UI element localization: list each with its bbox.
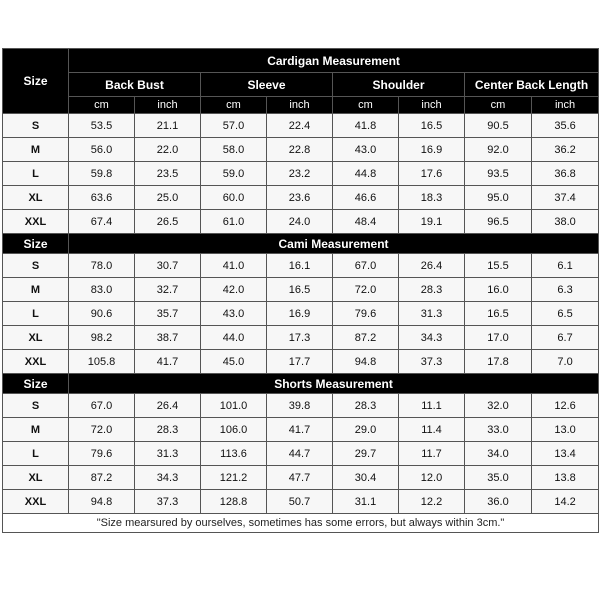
table-row [3, 138, 599, 162]
value-cell: 26.5 [135, 210, 201, 234]
section-title: Shorts Measurement [69, 374, 599, 394]
value-cell: 6.7 [532, 326, 599, 350]
value-cell: 16.1 [267, 254, 333, 278]
table-row [3, 350, 599, 374]
value-cell: 18.3 [399, 186, 465, 210]
value-cell: 105.8 [69, 350, 135, 374]
value-cell: 22.4 [267, 114, 333, 138]
value-cell: 17.6 [399, 162, 465, 186]
table-row [3, 278, 599, 302]
value-cell: 37.4 [532, 186, 599, 210]
table-row [3, 466, 599, 490]
value-cell: 59.0 [201, 162, 267, 186]
value-cell: 16.9 [399, 138, 465, 162]
value-cell: 90.6 [69, 302, 135, 326]
value-cell: 11.1 [399, 394, 465, 418]
unit-header: inch [135, 97, 201, 114]
value-cell: 92.0 [465, 138, 532, 162]
value-cell: 12.2 [399, 490, 465, 514]
value-cell: 25.0 [135, 186, 201, 210]
unit-header: cm [465, 97, 532, 114]
value-cell: 31.3 [399, 302, 465, 326]
value-cell: 67.0 [69, 394, 135, 418]
value-cell: 46.6 [333, 186, 399, 210]
size-cell: M [3, 418, 69, 442]
value-cell: 48.4 [333, 210, 399, 234]
value-cell: 90.5 [465, 114, 532, 138]
value-cell: 42.0 [201, 278, 267, 302]
value-cell: 16.5 [399, 114, 465, 138]
column-group-row [3, 73, 599, 97]
size-cell: XXL [3, 490, 69, 514]
value-cell: 28.3 [333, 394, 399, 418]
size-cell: M [3, 138, 69, 162]
size-cell: L [3, 162, 69, 186]
value-cell: 61.0 [201, 210, 267, 234]
value-cell: 6.3 [532, 278, 599, 302]
value-cell: 15.5 [465, 254, 532, 278]
value-cell: 36.2 [532, 138, 599, 162]
value-cell: 14.2 [532, 490, 599, 514]
value-cell: 57.0 [201, 114, 267, 138]
size-cell: L [3, 302, 69, 326]
value-cell: 67.4 [69, 210, 135, 234]
value-cell: 39.8 [267, 394, 333, 418]
value-cell: 41.0 [201, 254, 267, 278]
size-cell: XL [3, 326, 69, 350]
section-title: Cardigan Measurement [69, 49, 599, 73]
unit-header: inch [532, 97, 599, 114]
value-cell: 95.0 [465, 186, 532, 210]
value-cell: 16.9 [267, 302, 333, 326]
value-cell: 79.6 [69, 442, 135, 466]
column-group-header: Sleeve [201, 73, 333, 97]
footnote-row [3, 514, 599, 533]
value-cell: 35.0 [465, 466, 532, 490]
value-cell: 41.8 [333, 114, 399, 138]
size-cell: S [3, 394, 69, 418]
value-cell: 38.7 [135, 326, 201, 350]
value-cell: 43.0 [201, 302, 267, 326]
value-cell: 34.3 [135, 466, 201, 490]
value-cell: 12.6 [532, 394, 599, 418]
value-cell: 19.1 [399, 210, 465, 234]
value-cell: 72.0 [333, 278, 399, 302]
section-header-row [3, 234, 599, 254]
table-row [3, 418, 599, 442]
value-cell: 23.5 [135, 162, 201, 186]
value-cell: 98.2 [69, 326, 135, 350]
value-cell: 16.5 [465, 302, 532, 326]
value-cell: 17.0 [465, 326, 532, 350]
measurement-table [2, 48, 599, 533]
value-cell: 43.0 [333, 138, 399, 162]
value-cell: 87.2 [333, 326, 399, 350]
footnote: "Size mearsured by ourselves, sometimes has some errors, but always within 3cm." [3, 514, 599, 533]
value-cell: 83.0 [69, 278, 135, 302]
value-cell: 16.0 [465, 278, 532, 302]
value-cell: 56.0 [69, 138, 135, 162]
column-group-header: Back Bust [69, 73, 201, 97]
value-cell: 11.4 [399, 418, 465, 442]
value-cell: 96.5 [465, 210, 532, 234]
value-cell: 37.3 [399, 350, 465, 374]
value-cell: 94.8 [69, 490, 135, 514]
value-cell: 6.5 [532, 302, 599, 326]
value-cell: 30.4 [333, 466, 399, 490]
unit-header: cm [333, 97, 399, 114]
value-cell: 41.7 [267, 418, 333, 442]
size-header: Size [3, 234, 69, 254]
table-row [3, 302, 599, 326]
table-row [3, 394, 599, 418]
value-cell: 36.8 [532, 162, 599, 186]
size-cell: L [3, 442, 69, 466]
table-row [3, 490, 599, 514]
table-row [3, 162, 599, 186]
size-cell: XL [3, 466, 69, 490]
value-cell: 87.2 [69, 466, 135, 490]
value-cell: 7.0 [532, 350, 599, 374]
unit-row [3, 97, 599, 114]
value-cell: 121.2 [201, 466, 267, 490]
value-cell: 31.3 [135, 442, 201, 466]
value-cell: 22.0 [135, 138, 201, 162]
value-cell: 31.1 [333, 490, 399, 514]
value-cell: 63.6 [69, 186, 135, 210]
value-cell: 50.7 [267, 490, 333, 514]
value-cell: 93.5 [465, 162, 532, 186]
value-cell: 128.8 [201, 490, 267, 514]
value-cell: 106.0 [201, 418, 267, 442]
value-cell: 44.7 [267, 442, 333, 466]
value-cell: 29.7 [333, 442, 399, 466]
value-cell: 53.5 [69, 114, 135, 138]
value-cell: 32.7 [135, 278, 201, 302]
value-cell: 28.3 [135, 418, 201, 442]
value-cell: 67.0 [333, 254, 399, 278]
value-cell: 11.7 [399, 442, 465, 466]
table-row [3, 114, 599, 138]
value-cell: 26.4 [135, 394, 201, 418]
value-cell: 13.4 [532, 442, 599, 466]
value-cell: 23.6 [267, 186, 333, 210]
value-cell: 94.8 [333, 350, 399, 374]
value-cell: 35.6 [532, 114, 599, 138]
size-cell: S [3, 114, 69, 138]
value-cell: 58.0 [201, 138, 267, 162]
value-cell: 22.8 [267, 138, 333, 162]
value-cell: 29.0 [333, 418, 399, 442]
value-cell: 78.0 [69, 254, 135, 278]
section-title: Cami Measurement [69, 234, 599, 254]
value-cell: 17.8 [465, 350, 532, 374]
value-cell: 21.1 [135, 114, 201, 138]
size-cell: XL [3, 186, 69, 210]
value-cell: 44.0 [201, 326, 267, 350]
value-cell: 16.5 [267, 278, 333, 302]
size-header: Size [3, 49, 69, 114]
value-cell: 30.7 [135, 254, 201, 278]
value-cell: 44.8 [333, 162, 399, 186]
value-cell: 13.8 [532, 466, 599, 490]
size-cell: XXL [3, 350, 69, 374]
size-cell: M [3, 278, 69, 302]
value-cell: 101.0 [201, 394, 267, 418]
table-row [3, 326, 599, 350]
value-cell: 17.3 [267, 326, 333, 350]
value-cell: 47.7 [267, 466, 333, 490]
table-row [3, 254, 599, 278]
value-cell: 6.1 [532, 254, 599, 278]
value-cell: 34.3 [399, 326, 465, 350]
table-row [3, 210, 599, 234]
value-cell: 32.0 [465, 394, 532, 418]
value-cell: 60.0 [201, 186, 267, 210]
value-cell: 45.0 [201, 350, 267, 374]
value-cell: 28.3 [399, 278, 465, 302]
section-header-row [3, 374, 599, 394]
header-title-row [3, 49, 599, 73]
value-cell: 35.7 [135, 302, 201, 326]
value-cell: 41.7 [135, 350, 201, 374]
value-cell: 38.0 [532, 210, 599, 234]
value-cell: 113.6 [201, 442, 267, 466]
value-cell: 17.7 [267, 350, 333, 374]
column-group-header: Shoulder [333, 73, 465, 97]
value-cell: 12.0 [399, 466, 465, 490]
value-cell: 72.0 [69, 418, 135, 442]
unit-header: inch [399, 97, 465, 114]
value-cell: 37.3 [135, 490, 201, 514]
unit-header: inch [267, 97, 333, 114]
unit-header: cm [69, 97, 135, 114]
size-cell: XXL [3, 210, 69, 234]
table-body [3, 49, 599, 533]
value-cell: 33.0 [465, 418, 532, 442]
unit-header: cm [201, 97, 267, 114]
table-row [3, 442, 599, 466]
size-header: Size [3, 374, 69, 394]
value-cell: 79.6 [333, 302, 399, 326]
value-cell: 24.0 [267, 210, 333, 234]
value-cell: 34.0 [465, 442, 532, 466]
table-row [3, 186, 599, 210]
size-cell: S [3, 254, 69, 278]
value-cell: 23.2 [267, 162, 333, 186]
value-cell: 26.4 [399, 254, 465, 278]
column-group-header: Center Back Length [465, 73, 599, 97]
value-cell: 13.0 [532, 418, 599, 442]
value-cell: 59.8 [69, 162, 135, 186]
value-cell: 36.0 [465, 490, 532, 514]
